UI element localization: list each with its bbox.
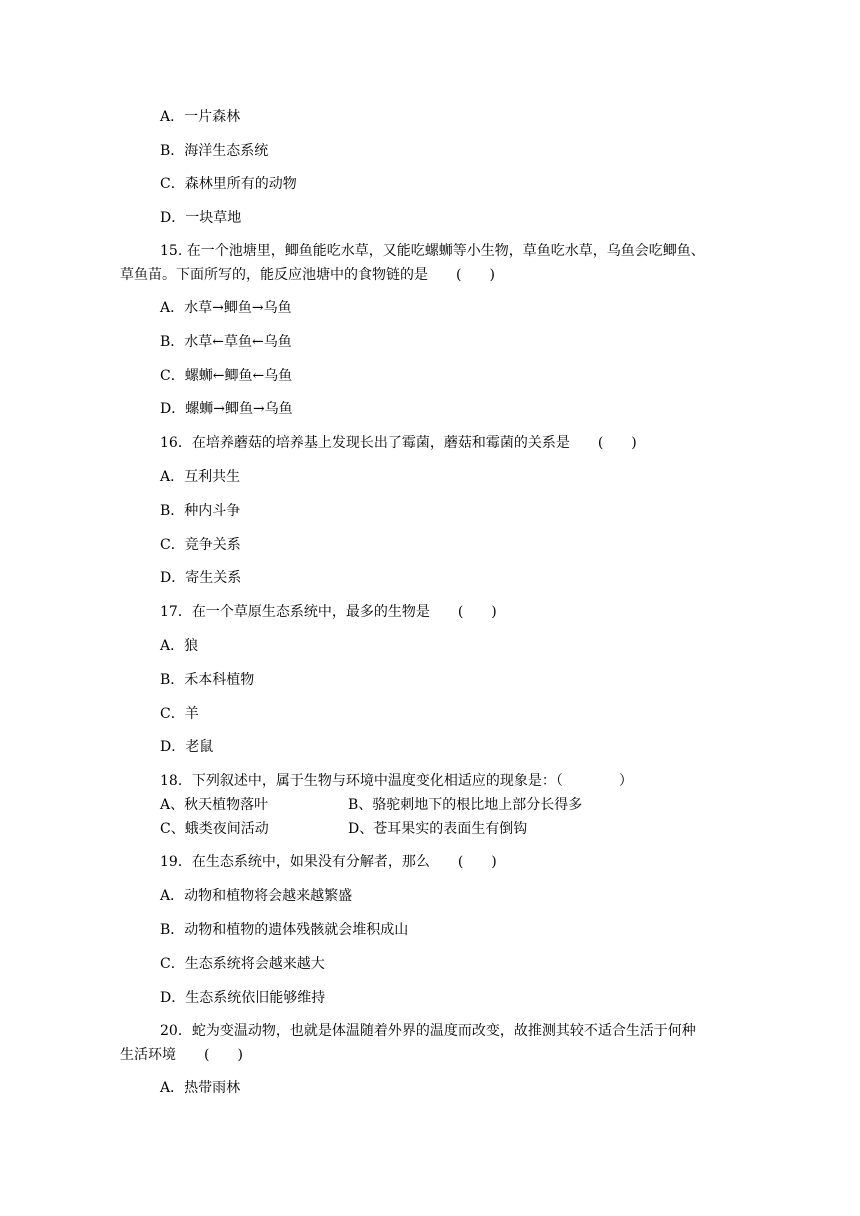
q19-option-c: C．生态系统将会越来越大 [160,956,325,972]
q19-option-a: A．动物和植物将会越来越繁盛 [160,888,353,904]
q15-option-d: D．螺蛳→鲫鱼→乌鱼 [160,401,293,417]
q15-option-a: A．水草→鲫鱼→乌鱼 [160,300,292,316]
q18-option-a: A、秋天植物落叶 [160,797,269,813]
q17-option-b: B．禾本科植物 [160,672,255,688]
q15-stem-line1: 15. 在一个池塘里，鲫鱼能吃水草，又能吃螺蛳等小生物，草鱼吃水草，乌鱼会吃鲫鱼、 [160,243,705,259]
q14-option-d: D．一块草地 [160,210,242,226]
q18-option-d: D、苍耳果实的表面生有倒钩 [348,821,528,837]
q20-stem-line2: 生活环境 ( ) [120,1047,243,1063]
q17-option-d: D．老鼠 [160,739,214,755]
q18-option-b: B、骆驼刺地下的根比地上部分长得多 [348,797,583,813]
q16-option-b: B．种内斗争 [160,503,241,519]
q19-option-d: D．生态系统依旧能够维持 [160,990,326,1006]
q15-option-b: B．水草←草鱼←乌鱼 [160,334,292,350]
q15-option-c: C．螺蛳←鲫鱼←乌鱼 [160,368,293,384]
q20-stem-line1: 20．蛇为变温动物，也就是体温随着外界的温度而改变，故推测其较不适合生活于何种 [160,1023,696,1039]
q17-option-c: C．羊 [160,706,199,722]
q19-stem: 19．在生态系统中，如果没有分解者，那么 ( ) [160,854,497,870]
q20-option-a: A．热带雨林 [160,1080,241,1096]
q16-stem: 16．在培养蘑菇的培养基上发现长出了霉菌，蘑菇和霉菌的关系是 ( ) [160,435,637,451]
q16-option-d: D．寄生关系 [160,570,242,586]
q16-option-a: A．互利共生 [160,469,241,485]
q16-option-c: C．竞争关系 [160,537,241,553]
q18-stem: 18．下列叙述中，属于生物与环境中温度变化相适应的现象是：（ ） [160,773,633,789]
q18-option-c: C、蛾类夜间活动 [160,821,269,837]
q17-option-a: A．狼 [160,638,199,654]
q15-stem-line2: 草鱼苗。下面所写的，能反应池塘中的食物链的是 ( ) [120,267,495,283]
q19-option-b: B．动物和植物的遗体残骸就会堆积成山 [160,922,409,938]
q14-option-c: C．森林里所有的动物 [160,176,297,192]
q14-option-a: A．一片森林 [160,109,241,125]
q17-stem: 17．在一个草原生态系统中，最多的生物是 ( ) [160,604,497,620]
q14-option-b: B．海洋生态系统 [160,143,269,159]
